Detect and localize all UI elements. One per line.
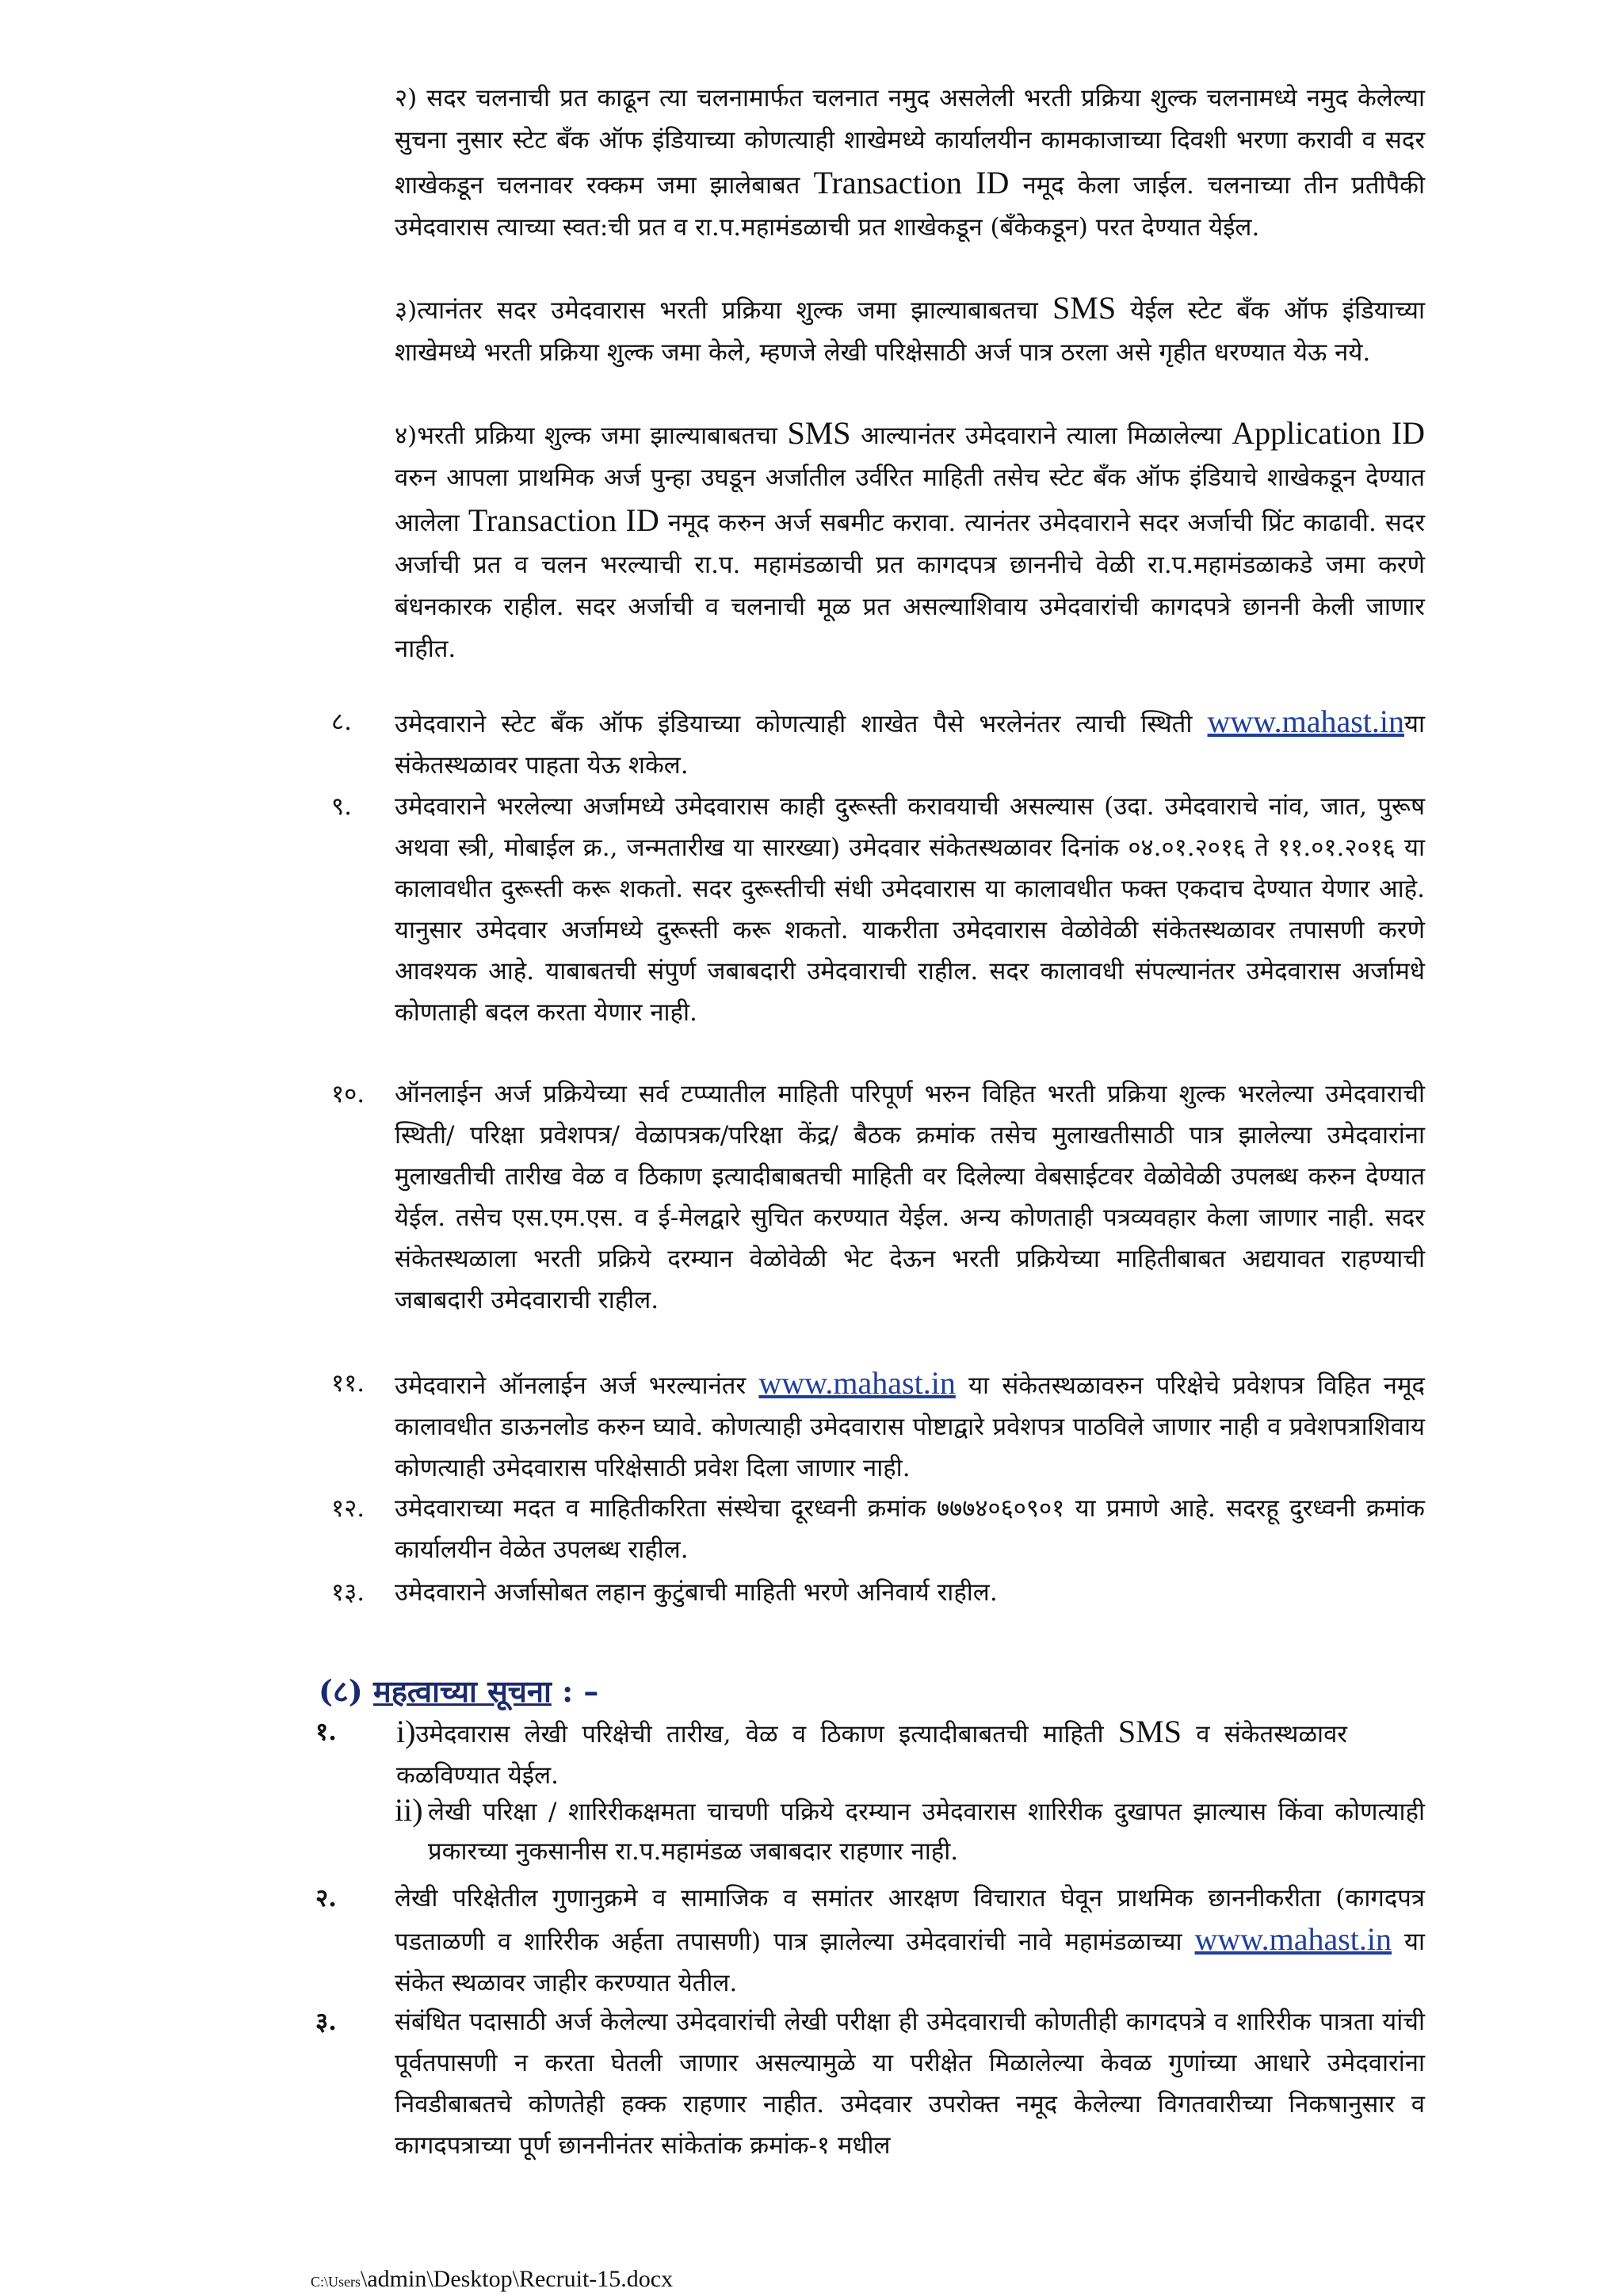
- paragraph-4: ४)भरती प्रक्रिया शुल्क जमा झाल्याबाबतचा SMS आल्यानंतर उमेदवाराने त्याला मिळालेल्या Application ID वरुन आपला प्राथमिक अर्ज पुन्हा उघडून अर्जातील उर्वरित माहिती तसेच स्टेट बँक ऑफ इंडियाचे शाखेकडून देण्यात आलेला Transaction ID नमूद करुन अर्ज सबमीट करावा. त्यानंतर उमेदवाराने सदर अर्जाची प्रिंट काढावी. सदर अर्जाची प्रत व चलन भरल्याची रा.प. महामंडळाची प्रत कागदपत्र छाननीचे वेळी रा.प.महामंडळाकडे जमा करणे बंधनकारक राहील. सदर अर्जाची व चलनाची मूळ प्रत असल्याशिवाय उमेदवारांची कागदपत्रे छाननी केली जाणार नाहीत.: [395, 415, 1426, 663]
- sms-term: SMS: [787, 415, 851, 451]
- list-item-11: ११. उमेदवाराने ऑनलाईन अर्ज भरल्यानंतर www.mahast.in या संकेतस्थळावरुन परिक्षेचे प्रवेशपत्र विहित नमूद कालावधीत डाऊनलोड करुन घ्यावे. कोणत्याही उमेदवारास पोष्टाद्वारे प्रवेशपत्र पाठविले जाणार नाही व प्रवेशपत्राशिवाय कोणत्याही उमेदवारास परिक्षेसाठी प्रवेश दिला जाणार नाही.: [331, 1363, 1425, 1489]
- section-heading: (८) महत्वाच्या सूचना : –: [319, 1673, 599, 1709]
- section-item-1: १. i)उमेदवारास लेखी परिक्षेची तारीख, वेळ व ठिकाण इत्यादीबाबतची माहिती SMS व संकेतस्थळावर कळविण्यात येईल.: [315, 1711, 1425, 1796]
- transaction-id-term: Transaction ID: [813, 165, 1010, 200]
- item-number: १३.: [331, 1578, 365, 1607]
- list-item-8: ८. उमेदवाराने स्टेट बँक ऑफ इंडियाच्या कोणत्याही शाखेत पैसे भरलेनंतर त्याची स्थिती www.mahast.inया संकेतस्थळावर पाहता येऊ शकेल.: [331, 701, 1425, 786]
- section-subitem-ii: ii) लेखी परिक्षा / शारिरीकक्षमता चाचणी पक्रिये दरम्यान उमेदवारास शारिरीक दुखापत झाल्यास किंवा कोणत्याही प्रकारच्या नुकसानीस रा.प.महामंडळ जबाबदार राहणार नाही.: [395, 1792, 1425, 1866]
- sms-term: SMS: [1052, 290, 1117, 326]
- transaction-id-term: Transaction ID: [468, 502, 659, 538]
- item-number: ३.: [315, 2008, 337, 2036]
- mahast-link[interactable]: www.mahast.in: [1207, 704, 1404, 739]
- list-item-9: ९. उमेदवाराने भरलेल्या अर्जामध्ये उमेदवारास काही दुरूस्ती करावयाची असल्यास (उदा. उमेदवाराचे नांव, जात, पुरूष अथवा स्त्री, मोबाईल क्र., जन्मतारीख या सारख्या) उमेदवार संकेतस्थळावर दिनांक ०४.०१.२०१६ ते ११.०१.२०१६ या कालावधीत दुरूस्ती करू शकतो. सदर दुरूस्तीची संधी उमेदवारास या कालावधीत फक्त एकदाच देण्यात येणार आहे. यानुसार उमेदवार अर्जामध्ये दुरूस्ती करू शकतो. याकरीता उमेदवारास वेळोवेळी संकेतस्थळावर तपासणी करणे आवश्यक आहे. याबाबतची संपुर्ण जबाबदारी उमेदवाराची राहील. सदर कालावधी संपल्यानंतर उमेदवारास अर्जामधे कोणताही बदल करता येणार नाही.: [331, 786, 1425, 1033]
- item-number: ९.: [331, 792, 352, 821]
- paragraph-3: ३)त्यानंतर सदर उमेदवारास भरती प्रक्रिया शुल्क जमा झाल्याबाबतचा SMS येईल स्टेट बँक ऑफ इंडियाच्या शाखेमध्ये भरती प्रक्रिया शुल्क जमा केले, म्हणजे लेखी परिक्षेसाठी अर्ज पात्र ठरला असे गृहीत धरण्यात येऊ नये.: [395, 290, 1425, 367]
- mahast-link[interactable]: www.mahast.in: [1194, 1921, 1392, 1957]
- paragraph-2: २) सदर चलनाची प्रत काढून त्या चलनामार्फत चलनात नमुद असलेली भरती प्रक्रिया शुल्क चलनामध्ये नमुद केलेल्या सुचना नुसार स्टेट बँक ऑफ इंडियाच्या कोणत्याही शाखेमध्ये कार्यालयीन कामकाजाच्या दिवशी भरणा करावी व सदर शाखेकडून चलनावर रक्कम जमा झालेबाबत Transaction ID नमूद केला जाईल. चलनाच्या तीन प्रतीपैकी उमेदवारास त्याच्या स्वत:ची प्रत व रा.प.महामंडळाची प्रत शाखेकडून (बँकेकडून) परत देण्यात येईल.: [395, 84, 1426, 242]
- item-number: ८.: [331, 707, 352, 736]
- item-number: १.: [315, 1718, 337, 1746]
- section-item-2: २. लेखी परिक्षेतील गुणानुक्रमे व सामाजिक व समांतर आरक्षण विचारात घेवून प्राथमिक छाननीकरीता (कागदपत्र पडताळणी व शारिरीक अर्हता तपासणी) पात्र झालेल्या उमेदवारांची नावे महामंडळाच्या www.mahast.in या संकेत स्थळावर जाहीर करण्यात येतील.: [315, 1878, 1425, 2004]
- item-number: १०.: [331, 1080, 365, 1108]
- item-number: ११.: [331, 1369, 365, 1398]
- mahast-link[interactable]: www.mahast.in: [758, 1365, 956, 1401]
- list-item-13: १३. उमेदवाराने अर्जासोबत लहान कुटुंबाची माहिती भरणे अनिवार्य राहील.: [331, 1572, 1425, 1613]
- section-item-3: ३. संबंधित पदासाठी अर्ज केलेल्या उमेदवारांची लेखी परीक्षा ही उमेदवाराची कोणतीही कागदपत्रे व शारिरीक पात्रता यांची पूर्वतपासणी न करता घेतली जाणार असल्यामुळे या परीक्षेत मिळालेल्या केवळ गुणांच्या आधारे उमेदवारांना निवडीबाबतचे कोणतेही हक्क राहणार नाहीत. उमेदवार उपरोक्त नमूद केलेल्या विगतवारीच्या निकषानुसार व कागदपत्राच्या पूर्ण छाननीनंतर सांकेतांक क्रमांक-१ मधील: [315, 2001, 1425, 2166]
- section-title: महत्वाच्या सूचना: [372, 1673, 552, 1709]
- file-path-footer: C:\Users\admin\Desktop\Recruit-15.docx: [311, 2266, 674, 2292]
- item-number: २.: [315, 1884, 337, 1913]
- section-number: (८): [319, 1673, 363, 1709]
- application-id-term: Application ID: [1232, 415, 1425, 451]
- sms-term: SMS: [1117, 1714, 1182, 1749]
- list-item-10: १०. ऑनलाईन अर्ज प्रक्रियेच्या सर्व टप्प्यातील माहिती परिपूर्ण भरुन विहित भरती प्रक्रिया शुल्क भरलेल्या उमेदवाराची स्थिती/ परिक्षा प्रवेशपत्र/ वेळापत्रक/परिक्षा केंद्र/ बैठक क्रमांक तसेच मुलाखतीसाठी पात्र झालेल्या उमेदवारांना मुलाखतीची तारीख वेळ व ठिकाण इत्यादीबाबतची माहिती वर दिलेल्या वेबसाईटवर वेळोवेळी उपलब्ध करुन देण्यात येईल. तसेच एस.एम.एस. व ई-मेलद्वारे सुचित करण्यात येईल. अन्य कोणताही पत्रव्यवहार केला जाणार नाही. सदर संकेतस्थळाला भरती प्रक्रिये दरम्यान वेळोवेळी भेट देऊन भरती प्रक्रियेच्या माहितीबाबत अद्ययावत राहण्याची जबाबदारी उमेदवाराची राहील.: [331, 1074, 1425, 1321]
- item-number: १२.: [331, 1494, 365, 1523]
- list-item-12: १२. उमेदवाराच्या मदत व माहितीकरिता संस्थेचा दूरध्वनी क्रमांक ७७७४०६०९०१ या प्रमाणे आहे. सदरहू दुरध्वनी क्रमांक कार्यालयीन वेळेत उपलब्ध राहील.: [331, 1488, 1425, 1570]
